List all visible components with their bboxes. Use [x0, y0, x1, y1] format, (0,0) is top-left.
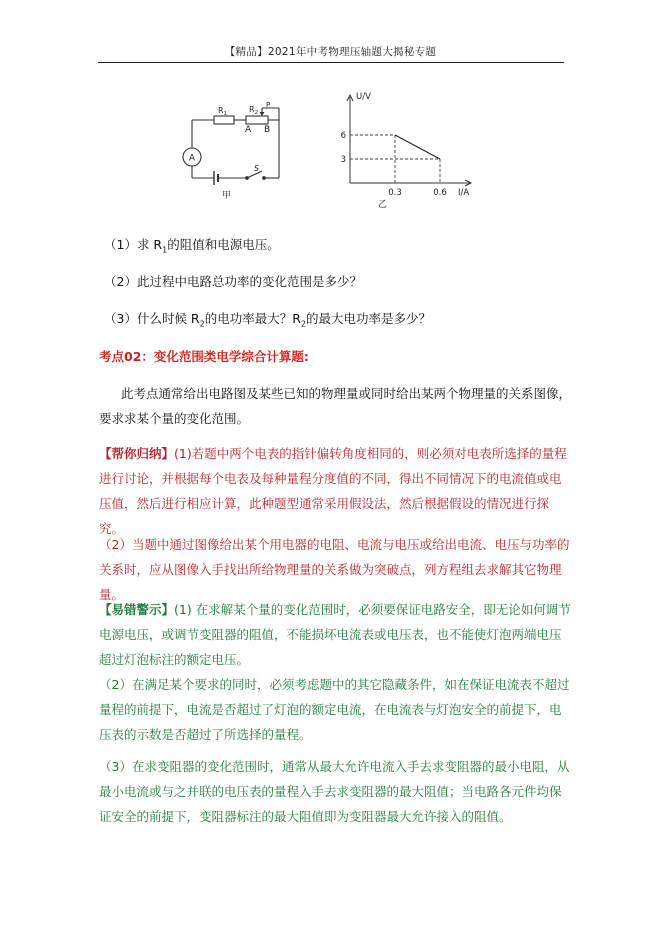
- r1-label: R: [218, 106, 224, 115]
- figure-caption-jia: 甲: [222, 191, 232, 201]
- warn-paragraph-3: （3）在求变阻器的变化范围时，通常从最大允许电流入手去求变阻器的最小电阻，从最小电流或与之并联的电压表的量程入手去求变阻器的最大阻值；当电路各元件均保证安全的前提下，变阻器标注的最大阻值即为变阻器最大允许接入的阻值。: [99, 759, 570, 824]
- question-3: （3）什么时候 $R_2$的电功率最大？$R_2$的最大电功率是多少？: [104, 311, 432, 329]
- figure-caption-yi: 乙: [378, 200, 388, 210]
- x-tick-label-0: 0.3: [388, 188, 402, 198]
- question-2: （2）此过程中电路总功率的变化范围是多少？: [104, 274, 362, 289]
- terminal-a-label: A: [245, 125, 252, 135]
- section-title: 考点02：变化范围类电学综合计算题:: [99, 349, 309, 364]
- help-paragraph-2: （2）当题中通过图像给出某个用电器的电阻、电流与电压或给出电流、电压与功率的关系时，应从图像入手找出所给物理量的关系做为突破点，列方程组去求解其它物理量。: [99, 537, 570, 602]
- svg-text:R2: $R_2$: [249, 105, 259, 116]
- circuit-diagram: [174, 98, 294, 203]
- help-tag: 【帮你归纳】: [99, 446, 175, 461]
- rheostat-r2: [246, 116, 268, 124]
- warn-tag: 【易错警示】: [99, 602, 175, 617]
- header-rule: [98, 62, 564, 63]
- warn-paragraph-1: 【易错警示】(1) 在求解某个量的变化范围时，必须要保证电路安全，即无论如何调节电源电压，或调节变阻器的阻值，不能损坏电流表或电压表，也不能使灯泡两端电压超过灯泡标注的额定电压。: [99, 602, 571, 667]
- y-axis-label: U/V: [356, 92, 371, 102]
- y-tick-label-1: 3: [340, 155, 346, 165]
- slider-p-label: P: [266, 101, 271, 109]
- help-paragraph-1: 【帮你归纳】(1)若题中两个电表的指针偏转角度相同的，则必须对电表所选择的量程进行讨论，并根据每个电表及每种量程分度值的不同，得出不同情况下的电流值或电压值，然后进行相应计算，此种题型通常采用假设法，然后根据假设的情况进行探究。: [99, 446, 567, 536]
- r2-label: R: [249, 105, 255, 114]
- x-axis-label: I/A: [458, 188, 470, 198]
- switch-label: S: [254, 164, 260, 173]
- series-line: [395, 135, 440, 159]
- svg-text:R1: $R_1$: [218, 106, 228, 117]
- question-1: （1）求 $R_1$的阻值和电源电压。: [104, 237, 280, 255]
- ammeter-label: A: [188, 153, 196, 164]
- intro-paragraph: 此考点通常给出电路图及某些已知的物理量或同时给出某两个物理量的关系图像，要求求某个量的变化范围。: [99, 386, 572, 426]
- page-header-title: 【精品】2021年中考物理压轴题大揭秘专题: [224, 46, 437, 58]
- terminal-b-label: B: [264, 125, 271, 135]
- x-tick-label-1: 0.6: [433, 188, 447, 198]
- y-tick-label-0: 6: [340, 131, 346, 141]
- resistor-r1: [214, 116, 234, 124]
- warn-paragraph-2: （2）在满足某个要求的同时，必须考虑题中的其它隐藏条件，如在保证电流表不超过量程的前提下，电流是否超过了灯泡的额定电流，在电流表与灯泡安全的前提下，电压表的示数是否超过了所选择的量程。: [99, 677, 570, 742]
- ui-graph: [320, 85, 490, 210]
